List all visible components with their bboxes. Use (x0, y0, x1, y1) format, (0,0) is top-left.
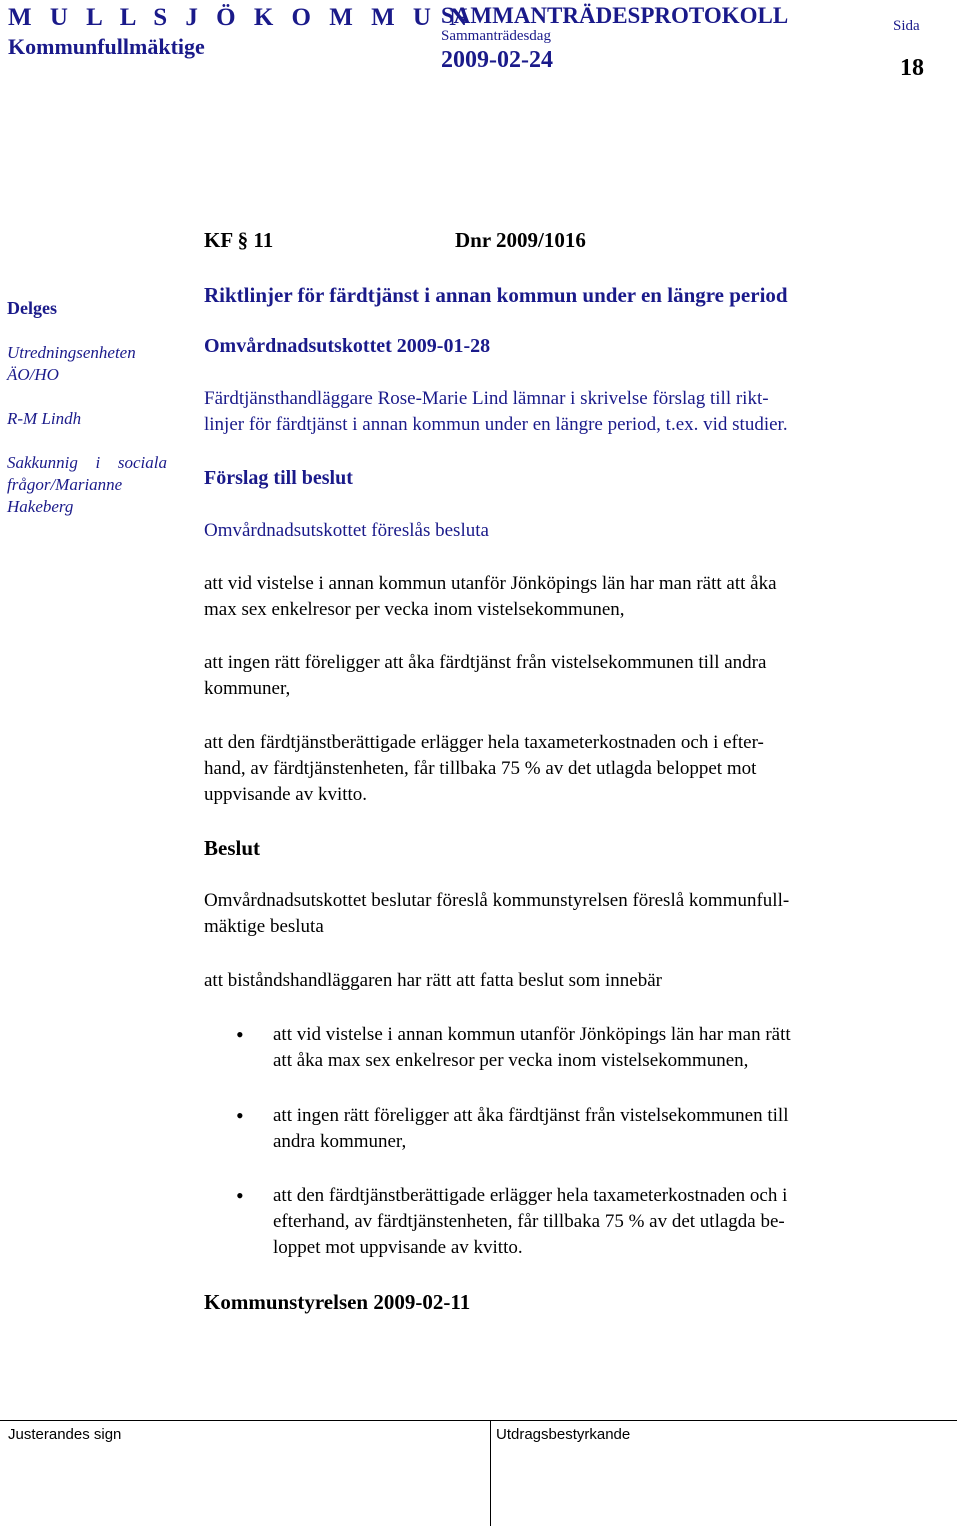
proposal-line: hand, av färdtjänstenheten, får tillbaka 75 % av det utlagda beloppet mot (204, 758, 757, 779)
distribution-label: Delges (7, 298, 57, 318)
decision-lead: att biståndshandläggaren har rätt att fatta beslut som innebär (204, 970, 662, 991)
page-number: 18 (900, 55, 924, 81)
municipality-name: M U L L S J Ö K O M M U N (8, 4, 474, 31)
intro-paragraph (204, 386, 924, 438)
proposal-line: att ingen rätt föreligger att åka färdtjänst från vistelsekommunen till andra (204, 652, 767, 673)
bullet-item (273, 1183, 913, 1261)
meeting-date: 2009-02-24 (441, 47, 553, 73)
bullet-line: loppet mot uppvisande av kvitto. (273, 1237, 523, 1258)
committee-heading: Omvårdnadsutskottet 2009-01-28 (204, 335, 491, 357)
case-paragraph: KF § 11 (204, 228, 274, 252)
decision-line: Omvårdnadsutskottet beslutar föreslå kommunstyrelsen föreslå kommunfull- (204, 890, 790, 911)
distribution-recipient: Sakkunnig i sociala (7, 453, 167, 472)
bullet-marker: • (236, 1022, 244, 1047)
bullet-marker: • (236, 1183, 244, 1208)
intro-line: linjer för färdtjänst i annan kommun under en längre period, t.ex. vid studier. (204, 414, 788, 435)
meeting-date-label: Sammanträdesdag (441, 28, 551, 44)
bullet-line: att vid vistelse i annan kommun utanför Jönköpings län har man rätt (273, 1024, 791, 1045)
footer-separator (490, 1420, 491, 1526)
proposal-intro: Omvårdnadsutskottet föreslås besluta (204, 520, 489, 541)
proposal-line: max sex enkelresor per vecka inom vistelsekommunen, (204, 599, 625, 620)
distribution-recipient: Hakeberg (7, 497, 74, 516)
page-label: Sida (893, 18, 920, 34)
decision-line: mäktige besluta (204, 916, 324, 937)
proposal-heading: Förslag till beslut (204, 467, 353, 489)
bullet-item (273, 1022, 913, 1074)
board-heading: Kommunstyrelsen 2009-02-11 (204, 1290, 471, 1314)
decision-intro (204, 888, 924, 940)
bullet-line: att den färdtjänstberättigade erlägger hela taxameterkostnaden och i (273, 1185, 788, 1206)
governing-body: Kommunfullmäktige (8, 34, 205, 59)
protocol-title: SAMMANTRÄDESPROTOKOLL (441, 3, 789, 28)
distribution-recipient: Utredningsenheten (7, 343, 136, 362)
proposal-line: kommuner, (204, 678, 291, 699)
proposal-point (204, 730, 924, 808)
proposal-line: att vid vistelse i annan kommun utanför Jönköpings län har man rätt att åka (204, 573, 777, 594)
bullet-marker: • (236, 1103, 244, 1128)
bullet-line: att åka max sex enkelresor per vecka inom vistelsekommunen, (273, 1050, 749, 1071)
distribution-recipient: frågor/Marianne (7, 475, 123, 494)
bullet-item (273, 1103, 913, 1155)
bullet-line: att ingen rätt föreligger att åka färdtjänst från vistelsekommunen till (273, 1105, 789, 1126)
extract-certification-label: Utdragsbestyrkande (496, 1426, 631, 1443)
proposal-point (204, 650, 924, 702)
proposal-point (204, 571, 924, 623)
bullet-line: andra kommuner, (273, 1131, 407, 1152)
proposal-line: att den färdtjänstberättigade erlägger hela taxameterkostnaden och i efter- (204, 732, 764, 753)
footer-divider (0, 1420, 957, 1421)
distribution-recipient: ÄO/HO (7, 365, 59, 384)
decision-heading: Beslut (204, 836, 261, 860)
distribution-recipient: R-M Lindh (7, 409, 82, 428)
matter-title: Riktlinjer för färdtjänst i annan kommun under en längre period (204, 283, 788, 307)
bullet-line: efterhand, av färdtjänstenheten, får tillbaka 75 % av det utlagda be- (273, 1211, 785, 1232)
case-dnr: Dnr 2009/1016 (455, 228, 586, 252)
intro-line: Färdtjänsthandläggare Rose-Marie Lind lämnar i skrivelse förslag till rikt- (204, 388, 769, 409)
proposal-line: uppvisande av kvitto. (204, 784, 368, 805)
adjuster-signature-label: Justerandes sign (8, 1426, 122, 1443)
